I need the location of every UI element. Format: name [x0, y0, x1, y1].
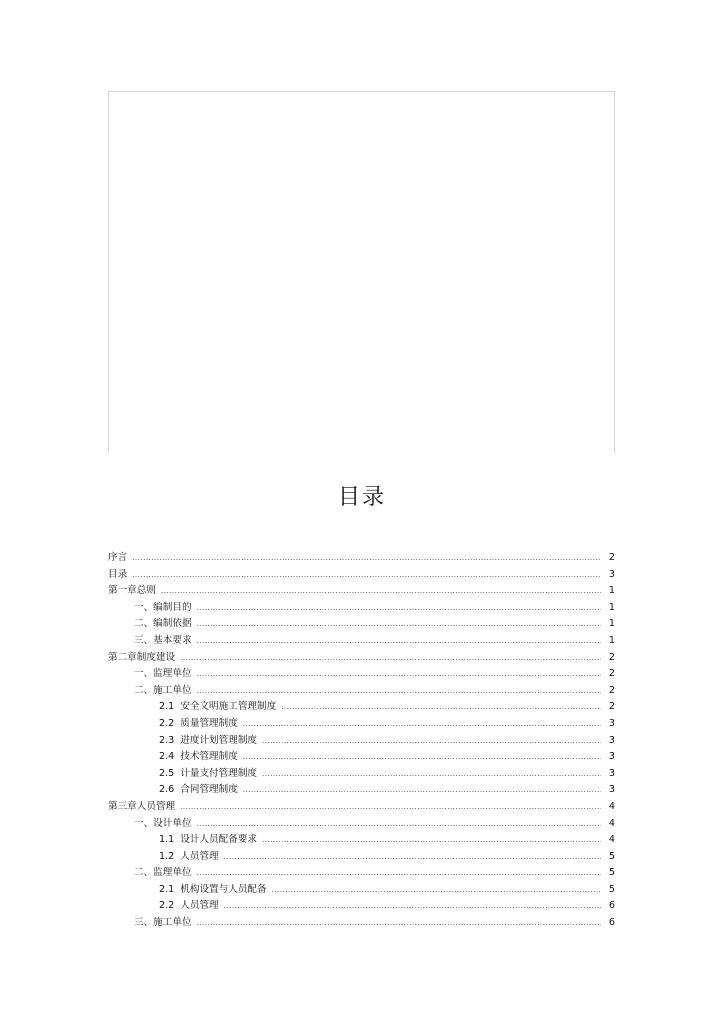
toc-entry[interactable]	[108, 749, 615, 766]
toc-entry-text: 一、设计单位	[134, 817, 192, 829]
toc-entry-text: 人员管理	[180, 850, 219, 862]
toc-entry-label	[159, 733, 257, 750]
toc-entry-label	[108, 567, 127, 584]
toc-entry-label	[159, 849, 219, 866]
toc-entry-label	[159, 699, 276, 716]
toc-entry[interactable]	[108, 633, 615, 650]
toc-dot-leader	[224, 898, 601, 915]
toc-entry[interactable]	[108, 600, 615, 617]
toc-entry-label	[159, 766, 257, 783]
toc-entry-label	[134, 600, 192, 617]
toc-entry[interactable]	[108, 567, 615, 584]
toc-entry-number: 1.1	[159, 834, 175, 846]
toc-entry-label	[134, 633, 192, 650]
toc-entry[interactable]	[108, 650, 615, 667]
toc-entry-text: 二、编制依据	[134, 618, 192, 630]
toc-entry-text: 进度计划管理制度	[180, 734, 258, 746]
toc-entry-page: 3	[608, 734, 615, 746]
toc-dot-leader	[161, 583, 601, 600]
toc-entry-page: 5	[608, 867, 615, 879]
toc-entry-label	[134, 816, 192, 833]
toc-entry[interactable]	[108, 799, 615, 816]
toc-entry-label	[134, 616, 192, 633]
toc-entry-page: 3	[608, 784, 615, 796]
toc-entry-label	[108, 550, 127, 567]
toc-entry[interactable]	[108, 832, 615, 849]
toc-entry[interactable]	[108, 550, 615, 567]
toc-entry-text: 人员管理	[180, 900, 219, 912]
toc-entry-page: 6	[608, 900, 615, 912]
toc-entry-number: 2.2	[159, 717, 175, 729]
toc-dot-leader	[197, 865, 601, 882]
toc-entry-label	[108, 799, 175, 816]
toc-entry-page: 2	[608, 701, 615, 713]
toc-entry-page: 5	[608, 883, 615, 895]
toc-entry-number: 2.1	[159, 701, 175, 713]
toc-entry-page: 2	[608, 651, 615, 663]
toc-entry-page: 1	[608, 601, 615, 613]
toc-entry-text: 合同管理制度	[180, 784, 238, 796]
toc-entry[interactable]	[108, 766, 615, 783]
toc-dot-leader	[197, 915, 601, 932]
toc-entry-text: 设计人员配备要求	[180, 834, 258, 846]
toc-entry-label	[108, 583, 156, 600]
toc-entry-label	[159, 782, 238, 799]
toc-entry[interactable]	[108, 915, 615, 932]
toc-dot-leader	[243, 749, 601, 766]
toc-entry-label	[159, 882, 267, 899]
toc-dot-leader	[262, 733, 601, 750]
toc-entry-text: 质量管理制度	[180, 717, 238, 729]
toc-entry-page: 3	[608, 751, 615, 763]
toc-dot-leader	[197, 666, 601, 683]
toc-dot-leader	[281, 699, 601, 716]
toc-entry-text: 第二章制度建设	[108, 651, 176, 663]
toc-entry-number: 2.6	[159, 784, 175, 796]
toc-entry-page: 3	[608, 767, 615, 779]
toc-entry-page: 1	[608, 634, 615, 646]
blank-cover-area	[108, 91, 615, 453]
toc-entry[interactable]	[108, 683, 615, 700]
toc-entry[interactable]	[108, 898, 615, 915]
toc-dot-leader	[243, 716, 601, 733]
toc-entry-number: 2.3	[159, 734, 175, 746]
toc-entry[interactable]	[108, 583, 615, 600]
toc-entry[interactable]	[108, 849, 615, 866]
toc-entry-text: 一、监理单位	[134, 668, 192, 680]
toc-entry[interactable]	[108, 699, 615, 716]
toc-entry-page: 2	[608, 668, 615, 680]
toc-entry-number: 2.5	[159, 767, 175, 779]
toc-entry-page: 1	[608, 585, 615, 597]
toc-entry-number: 2.4	[159, 751, 175, 763]
toc-entry[interactable]	[108, 782, 615, 799]
toc-entry[interactable]	[108, 865, 615, 882]
toc-entry-page: 1	[608, 618, 615, 630]
toc-title: 目录	[337, 485, 386, 510]
toc-entry-text: 二、监理单位	[134, 867, 192, 879]
toc-dot-leader	[243, 782, 601, 799]
toc-dot-leader	[197, 616, 601, 633]
toc-entry-label	[159, 832, 257, 849]
toc-entry-page: 3	[608, 568, 615, 580]
toc-entry-text: 目录	[108, 568, 128, 580]
toc-entry-text: 第一章总则	[108, 585, 156, 597]
toc-dot-leader	[197, 683, 601, 700]
toc-entry-text: 机构设置与人员配备	[180, 883, 267, 895]
toc-entry-text: 二、施工单位	[134, 684, 192, 696]
toc-entry-page: 5	[608, 850, 615, 862]
toc-entry-page: 2	[608, 684, 615, 696]
toc-dot-leader	[262, 832, 601, 849]
toc-dot-leader	[197, 600, 601, 617]
toc-entry-page: 4	[608, 817, 615, 829]
toc-list	[108, 550, 615, 932]
toc-entry[interactable]	[108, 716, 615, 733]
toc-dot-leader	[180, 799, 601, 816]
toc-entry-label	[159, 898, 219, 915]
toc-entry-text: 第三章人员管理	[108, 800, 176, 812]
toc-entry-page: 2	[608, 552, 615, 563]
toc-entry[interactable]	[108, 882, 615, 899]
toc-entry-text: 一、编制目的	[134, 601, 192, 613]
toc-dot-leader	[180, 650, 601, 667]
toc-entry-label	[159, 716, 238, 733]
toc-dot-leader	[132, 550, 601, 567]
toc-dot-leader	[224, 849, 601, 866]
toc-dot-leader	[197, 633, 601, 650]
toc-entry-label	[134, 865, 192, 882]
toc-entry-text: 计量支付管理制度	[180, 767, 258, 779]
toc-entry-number: 2.1	[159, 883, 175, 895]
toc-entry-text: 安全文明施工管理制度	[180, 701, 277, 713]
toc-entry-label	[108, 650, 175, 667]
toc-entry-label	[134, 666, 192, 683]
toc-entry-number: 2.2	[159, 900, 175, 912]
toc-entry-label	[159, 749, 238, 766]
toc-dot-leader	[197, 816, 601, 833]
toc-entry-page: 6	[608, 917, 615, 929]
toc-entry-text: 三、施工单位	[134, 917, 192, 929]
toc-entry-label	[134, 683, 192, 700]
toc-entry[interactable]	[108, 816, 615, 833]
toc-entry-page: 4	[608, 834, 615, 846]
toc-entry-text: 序言	[108, 552, 128, 563]
toc-dot-leader	[272, 882, 601, 899]
toc-entry-page: 3	[608, 717, 615, 729]
toc-dot-leader	[262, 766, 601, 783]
toc-entry[interactable]	[108, 733, 615, 750]
toc-entry-label	[134, 915, 192, 932]
toc-dot-leader	[132, 567, 601, 584]
toc-entry-text: 技术管理制度	[180, 751, 238, 763]
toc-entry-page: 4	[608, 800, 615, 812]
toc-entry-text: 三、基本要求	[134, 634, 192, 646]
toc-entry[interactable]	[108, 616, 615, 633]
toc-entry[interactable]	[108, 666, 615, 683]
toc-entry-number: 1.2	[159, 850, 175, 862]
